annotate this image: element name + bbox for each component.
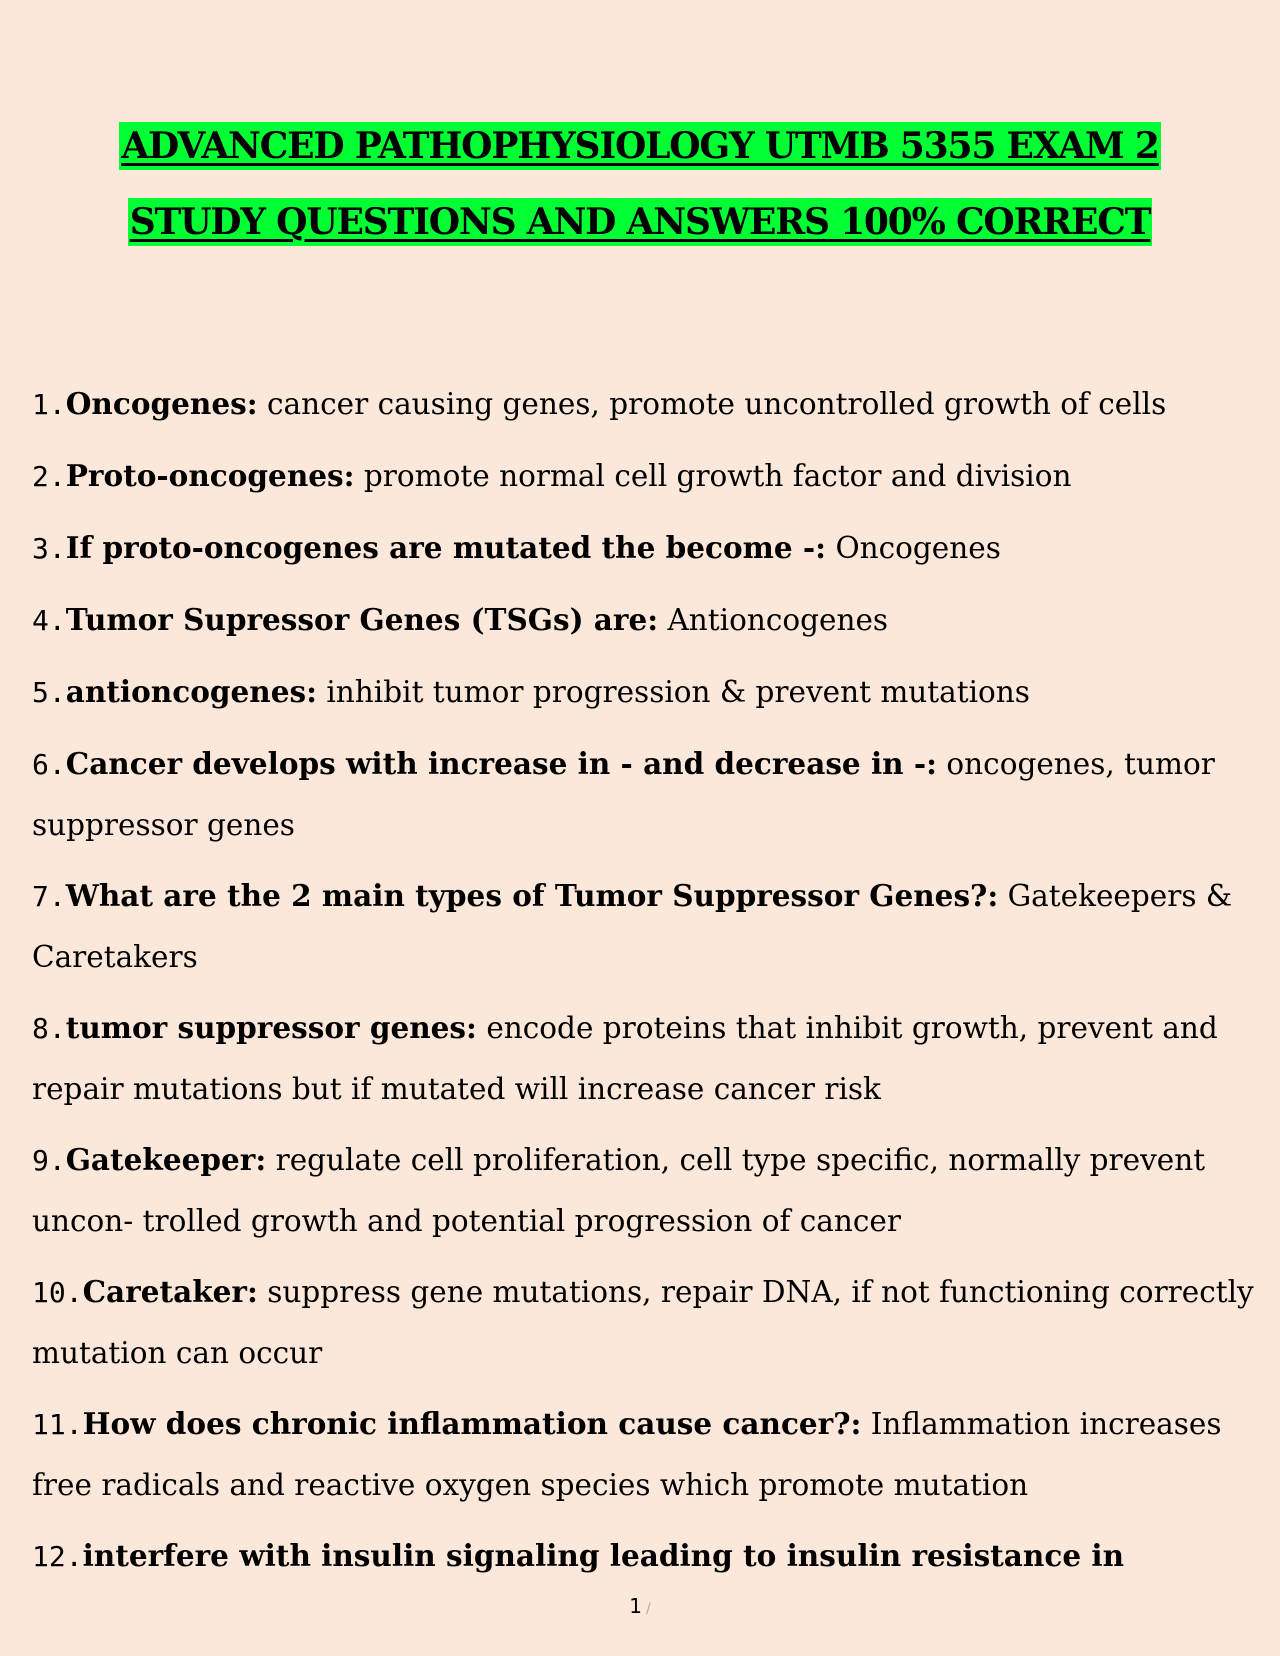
item-answer: regulate cell proliferation, cell type specific, normally prevent uncon- trolled growth and potential progression of cancer	[32, 1143, 1206, 1238]
item-question: antioncogenes:	[65, 674, 317, 709]
list-item	[32, 662, 1262, 723]
item-question: What are the 2 main types of Tumor Suppressor Genes?:	[65, 878, 999, 913]
item-question: Tumor Supressor Genes (TSGs) are:	[65, 602, 659, 637]
list-item	[32, 374, 1262, 435]
item-answer: oncogenes, tumor suppressor genes	[32, 747, 1215, 842]
item-question: Proto-oncogenes:	[65, 458, 355, 493]
list-item	[32, 866, 1262, 987]
item-answer: Antioncogenes	[658, 603, 889, 637]
item-number: 10.	[32, 1276, 83, 1309]
list-item	[32, 518, 1262, 579]
list-item	[32, 1394, 1262, 1515]
item-number: 5.	[32, 676, 66, 709]
item-answer: cancer causing genes, promote uncontrolled growth of cells	[257, 387, 1167, 421]
item-answer: encode proteins that inhibit growth, prevent and repair mutations but if mutated will increase cancer risk	[32, 1011, 1218, 1106]
item-question: How does chronic inflammation cause cancer?:	[82, 1406, 862, 1441]
list-item	[32, 734, 1262, 855]
item-question: Oncogenes:	[65, 386, 258, 421]
item-number: 3.	[32, 532, 66, 565]
item-number: 11.	[32, 1408, 83, 1441]
list-item	[32, 998, 1262, 1119]
item-question: Gatekeeper:	[65, 1142, 267, 1177]
title-line-1: ADVANCED PATHOPHYSIOLOGY UTMB 5355 EXAM 2	[119, 122, 1161, 170]
item-number: 1.	[32, 388, 66, 421]
item-question: interfere with insulin signaling leading to insulin resistance in	[82, 1538, 1125, 1573]
item-answer: promote normal cell growth factor and division	[354, 459, 1072, 493]
page-number: 1	[629, 1594, 642, 1618]
item-number: 8.	[32, 1012, 66, 1045]
item-question: Cancer develops with increase in - and decrease in -:	[65, 746, 938, 781]
document-title	[0, 108, 1280, 260]
item-question: tumor suppressor genes:	[65, 1010, 477, 1045]
item-number: 7.	[32, 880, 66, 913]
item-number: 2.	[32, 460, 66, 493]
list-item	[32, 590, 1262, 651]
list-item	[32, 1262, 1262, 1383]
list-item	[32, 1130, 1262, 1251]
item-question: If proto-oncogenes are mutated the become -:	[65, 530, 827, 565]
question-answer-list	[32, 374, 1262, 1598]
list-item	[32, 1526, 1262, 1587]
page-separator: /	[646, 1601, 651, 1617]
item-number: 4.	[32, 604, 66, 637]
item-answer: Gatekeepers & Caretakers	[32, 879, 1233, 974]
item-answer: suppress gene mutations, repair DNA, if not functioning correctly mutation can occur	[32, 1275, 1254, 1370]
item-answer: inhibit tumor progression & prevent mutations	[317, 675, 1030, 709]
list-item	[32, 446, 1262, 507]
page-footer	[0, 1594, 1280, 1618]
item-answer: Inflammation increases free radicals and reactive oxygen species which promote mutation	[32, 1407, 1222, 1502]
item-number: 12.	[32, 1540, 83, 1573]
item-answer: Oncogenes	[826, 531, 1001, 565]
item-number: 6.	[32, 748, 66, 781]
item-number: 9.	[32, 1144, 66, 1177]
item-question: Caretaker:	[82, 1274, 258, 1309]
title-line-2: STUDY QUESTIONS AND ANSWERS 100% CORRECT	[128, 198, 1153, 246]
